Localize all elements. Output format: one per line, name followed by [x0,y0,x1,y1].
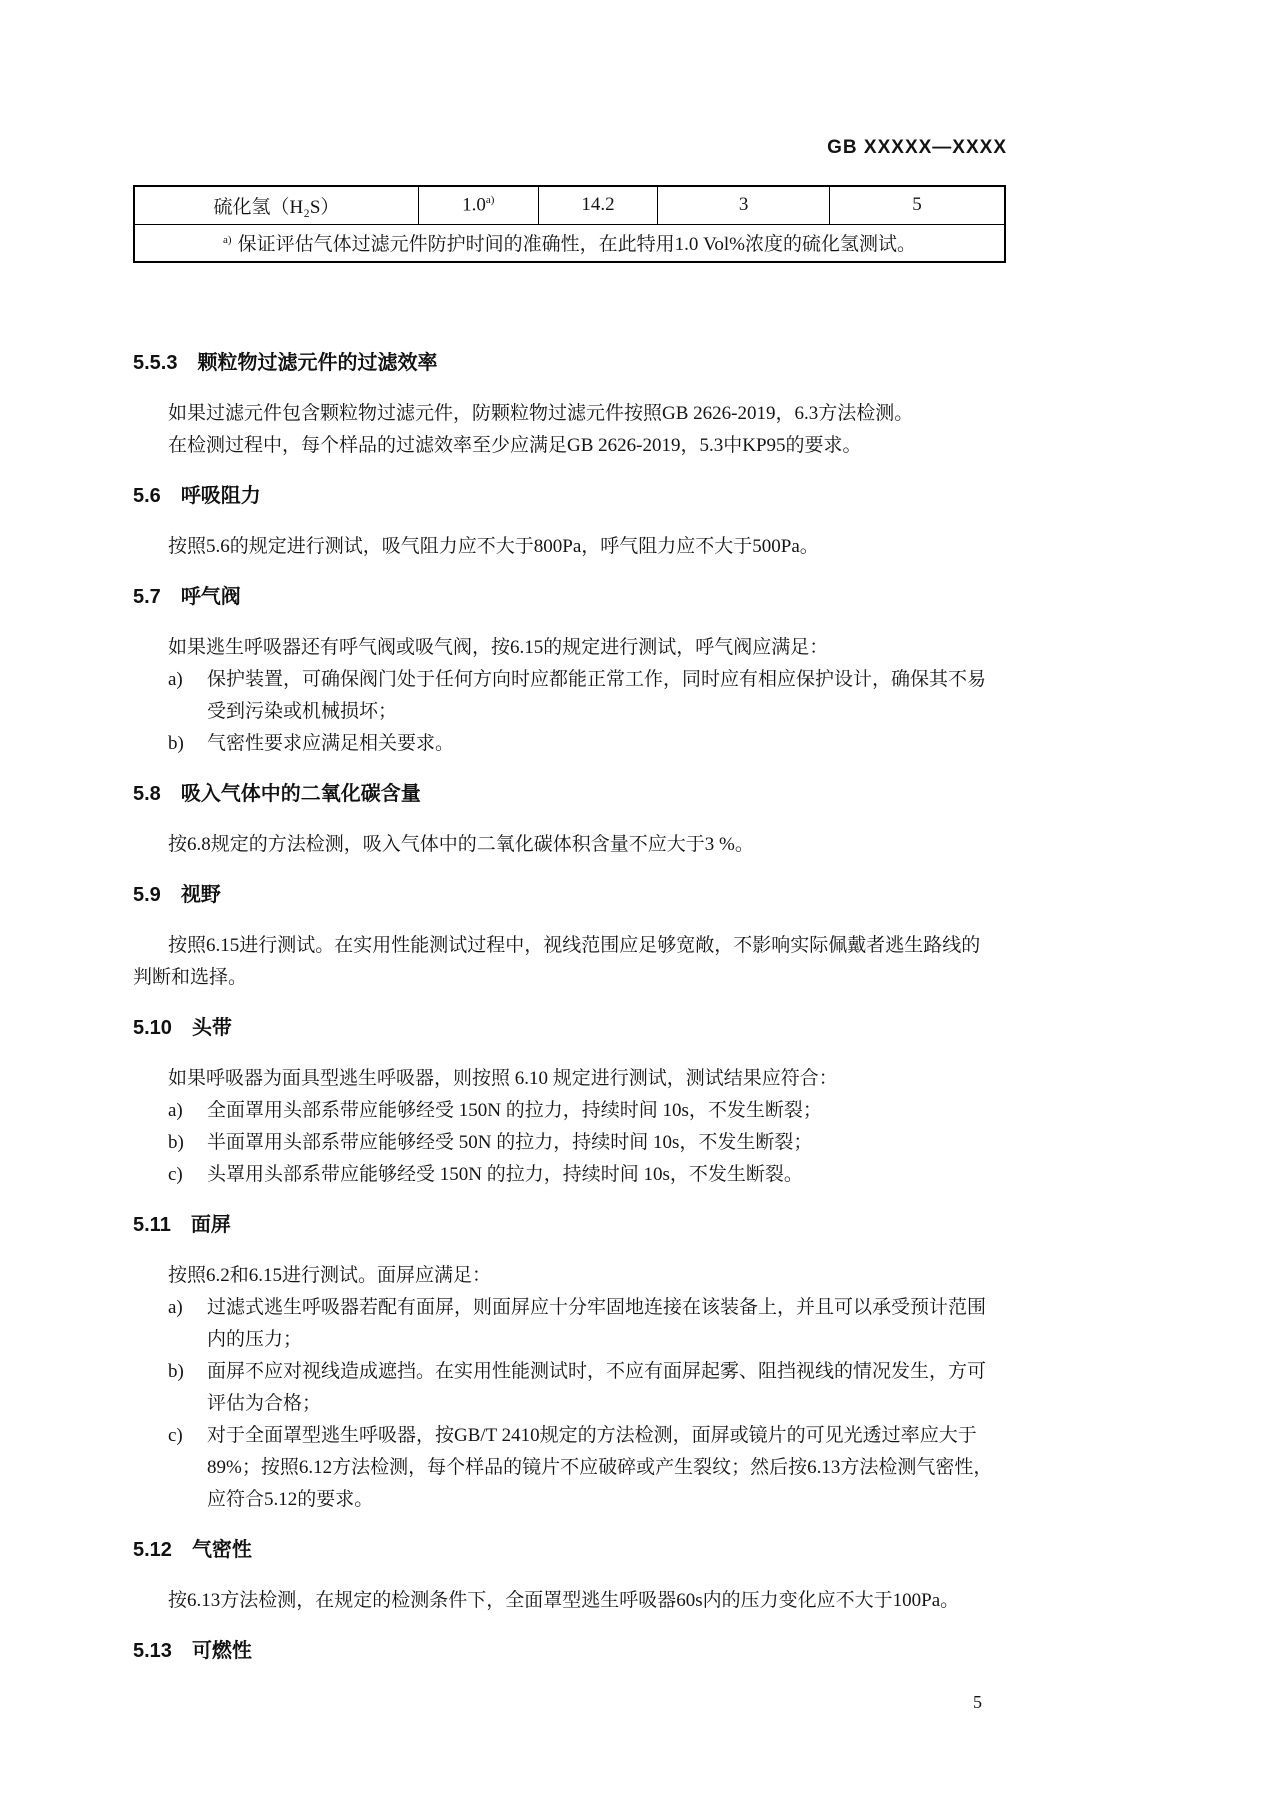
section-number: 5.7 [133,586,161,608]
paragraph-line: 按照6.15进行测试。在实用性能测试过程中，视线范围应足够宽敞，不影响实际佩戴者逃生路线的 [168,935,981,956]
list-item-label: a) [168,669,183,690]
list-item-line: 内的压力； [207,1329,303,1350]
section-5.8 [133,778,1006,861]
section-number: 5.13 [133,1640,172,1662]
concentration-value: 1.0 [462,194,486,216]
section-number: 5.12 [133,1539,172,1561]
list-item-b [133,1356,1006,1420]
paragraph-line: 如果过滤元件包含颗粒物过滤元件，防颗粒物过滤元件按照GB 2626-2019，6.3方法检测。 [168,403,914,424]
section-title: 呼吸阻力 [180,485,261,507]
list-item-a [133,664,1006,728]
cell-value-1: 14.2 [538,186,658,224]
section-5.5.3 [133,347,1006,462]
footnote-text: 保证评估气体过滤元件防护时间的准确性，在此特用1.0 Vol%浓度的硫化氢测试。 [237,234,916,256]
cell-value-3: 5 [829,186,1005,224]
list-item-text [207,1356,1006,1420]
section-title: 颗粒物过滤元件的过滤效率 [197,352,438,374]
list-item-line: 89%；按照6.12方法检测，每个样品的镜片不应破碎或产生裂纹；然后按6.13方法检测气密性， [207,1457,993,1478]
section-5.9 [133,879,1006,994]
section-number: 5.10 [133,1017,172,1039]
section-5.12 [133,1534,1006,1617]
cell-concentration [418,186,538,224]
paragraph-line: 在检测过程中，每个样品的过滤效率至少应满足GB 2626-2019，5.3中KP95的要求。 [168,435,862,456]
list-item-b [133,728,1006,760]
list-item-line: 半面罩用头部系带应能够经受 50N 的拉力，持续时间 10s，不发生断裂； [207,1132,813,1153]
list-item-line: 保护装置，可确保阀门处于任何方向时应都能正常工作，同时应有相应保护设计，确保其不易 [207,669,987,690]
page-number: 5 [973,1692,982,1712]
section-number: 5.9 [133,884,161,906]
paragraph-line: 如果呼吸器为面具型逃生呼吸器，则按照 6.10 规定进行测试，测试结果应符合： [168,1068,838,1089]
paragraph-line: 按照5.6的规定进行测试，吸气阻力应不大于800Pa，呼气阻力应不大于500Pa。 [168,536,819,557]
section-heading [133,1635,1006,1667]
footnote-marker-ref: a) [485,194,495,207]
list-item-line: 头罩用头部系带应能够经受 150N 的拉力，持续时间 10s，不发生断裂。 [207,1164,803,1185]
standard-number-header: GB XXXXX—XXXX [827,137,1007,158]
list-item-text [207,728,1006,760]
list-item-text [207,1159,1006,1191]
list-item-c [133,1159,1006,1191]
paragraph-line: 判断和选择。 [133,967,248,988]
table-data-row [134,186,1005,224]
list-item-a [133,1292,1006,1356]
cell-gas-name [134,186,418,224]
section-number: 5.11 [133,1214,171,1236]
section-heading [133,347,1006,379]
section-heading [133,778,1006,810]
list-item-line: 面屏不应对视线造成遮挡。在实用性能测试时，不应有面屏起雾、阻挡视线的情况发生，方可 [207,1361,987,1382]
list-item-label: c) [168,1425,183,1446]
list-item-label: b) [168,1361,184,1382]
section-number: 5.6 [133,485,161,507]
list-item-line: 气密性要求应满足相关要求。 [207,733,455,754]
list-item-c [133,1420,1006,1516]
list-item-line: 应符合5.12的要求。 [207,1489,374,1510]
list-item-text [207,664,1006,728]
list-item-text [207,1420,1006,1516]
list-item-line: 受到污染或机械损坏； [207,701,398,722]
gas-name-text: 硫化氢（H₂S） [213,196,340,218]
section-title: 吸入气体中的二氧化碳含量 [180,783,421,805]
list-item-b [133,1127,1006,1159]
gas-test-table [133,185,1006,263]
section-heading [133,480,1006,512]
page-content [133,185,1006,1686]
section-title: 气密性 [191,1539,252,1561]
section-heading [133,1209,1006,1241]
section-title: 面屏 [190,1214,231,1236]
list-item-line: 全面罩用头部系带应能够经受 150N 的拉力，持续时间 10s，不发生断裂； [207,1100,822,1121]
list-item-text [207,1127,1006,1159]
footnote-marker: a) [223,233,232,246]
paragraph-line: 按照6.2和6.15进行测试。面屏应满足： [168,1265,492,1286]
paragraph-line: 按6.8规定的方法检测，吸入气体中的二氧化碳体积含量不应大于3 %。 [168,834,754,855]
list-item-text [207,1095,1006,1127]
list-item-line: 评估为合格； [207,1393,322,1414]
section-title: 头带 [191,1017,232,1039]
list-item-label: c) [168,1164,183,1185]
section-5.10 [133,1012,1006,1191]
section-number: 5.8 [133,783,161,805]
list-item-label: a) [168,1100,183,1121]
list-item-label: b) [168,733,184,754]
section-5.11 [133,1209,1006,1516]
cell-value-2: 3 [658,186,830,224]
table-footnote-row [134,224,1005,262]
list-item-text [207,1292,1006,1356]
list-item-line: 过滤式逃生呼吸器若配有面屏，则面屏应十分牢固地连接在该装备上，并且可以承受预计范围 [207,1297,987,1318]
list-item-line: 对于全面罩型逃生呼吸器，按GB/T 2410规定的方法检测，面屏或镜片的可见光透过率应大于 [207,1425,977,1446]
list-item-a [133,1095,1006,1127]
section-title: 视野 [180,884,221,906]
section-heading [133,581,1006,613]
section-heading [133,1012,1006,1044]
section-number: 5.5.3 [133,352,178,374]
section-5.13 [133,1635,1006,1667]
list-item-label: b) [168,1132,184,1153]
paragraph-line: 按6.13方法检测，在规定的检测条件下，全面罩型逃生呼吸器60s内的压力变化应不大于100Pa。 [168,1590,960,1611]
section-5.7 [133,581,1006,760]
list-item-label: a) [168,1297,183,1318]
section-title: 可燃性 [191,1640,252,1662]
paragraph-line: 如果逃生呼吸器还有呼气阀或吸气阀，按6.15的规定进行测试，呼气阀应满足： [168,637,829,658]
section-heading [133,1534,1006,1566]
section-5.6 [133,480,1006,563]
section-heading [133,879,1006,911]
section-title: 呼气阀 [180,586,241,608]
sections-container [133,347,1006,1667]
cell-footnote [134,224,1005,262]
